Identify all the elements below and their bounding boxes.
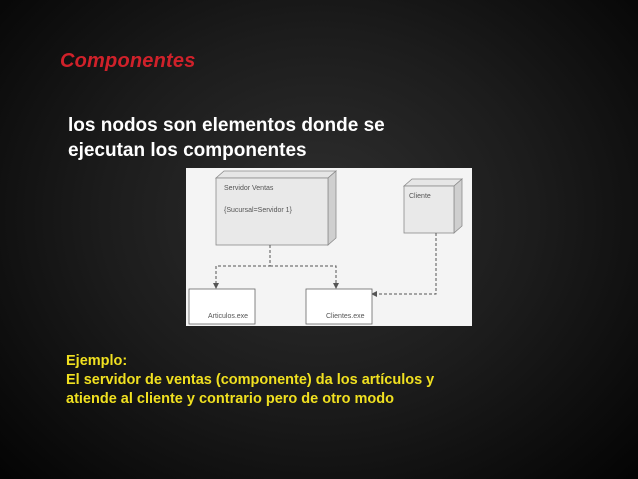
body-text-line-1: los nodos son elementos donde se — [68, 115, 385, 136]
slide-title: Componentes — [60, 50, 196, 72]
body-text-line-2: ejecutan los componentes — [68, 140, 307, 161]
component-articulos-label: Articulos.exe — [208, 313, 249, 320]
server-node-name: Servidor Ventas — [224, 185, 274, 192]
client-node — [404, 179, 462, 233]
component-clientes — [306, 289, 372, 324]
server-node-tag: {Sucursal=Servidor 1} — [224, 207, 292, 214]
component-articulos — [189, 289, 255, 324]
example-text — [66, 352, 536, 409]
client-node-name: Cliente — [409, 193, 431, 200]
server-node — [216, 171, 336, 245]
body-text — [68, 113, 508, 163]
component-clientes-label: Clientes.exe — [326, 313, 365, 320]
example-line-1: El servidor de ventas (componente) da los artículos y — [66, 372, 435, 388]
deployment-diagram-svg — [186, 168, 472, 326]
example-line-2: atiende al cliente y contrario pero de otro modo — [66, 391, 394, 407]
deployment-diagram — [186, 168, 472, 326]
example-heading: Ejemplo: — [66, 353, 128, 369]
